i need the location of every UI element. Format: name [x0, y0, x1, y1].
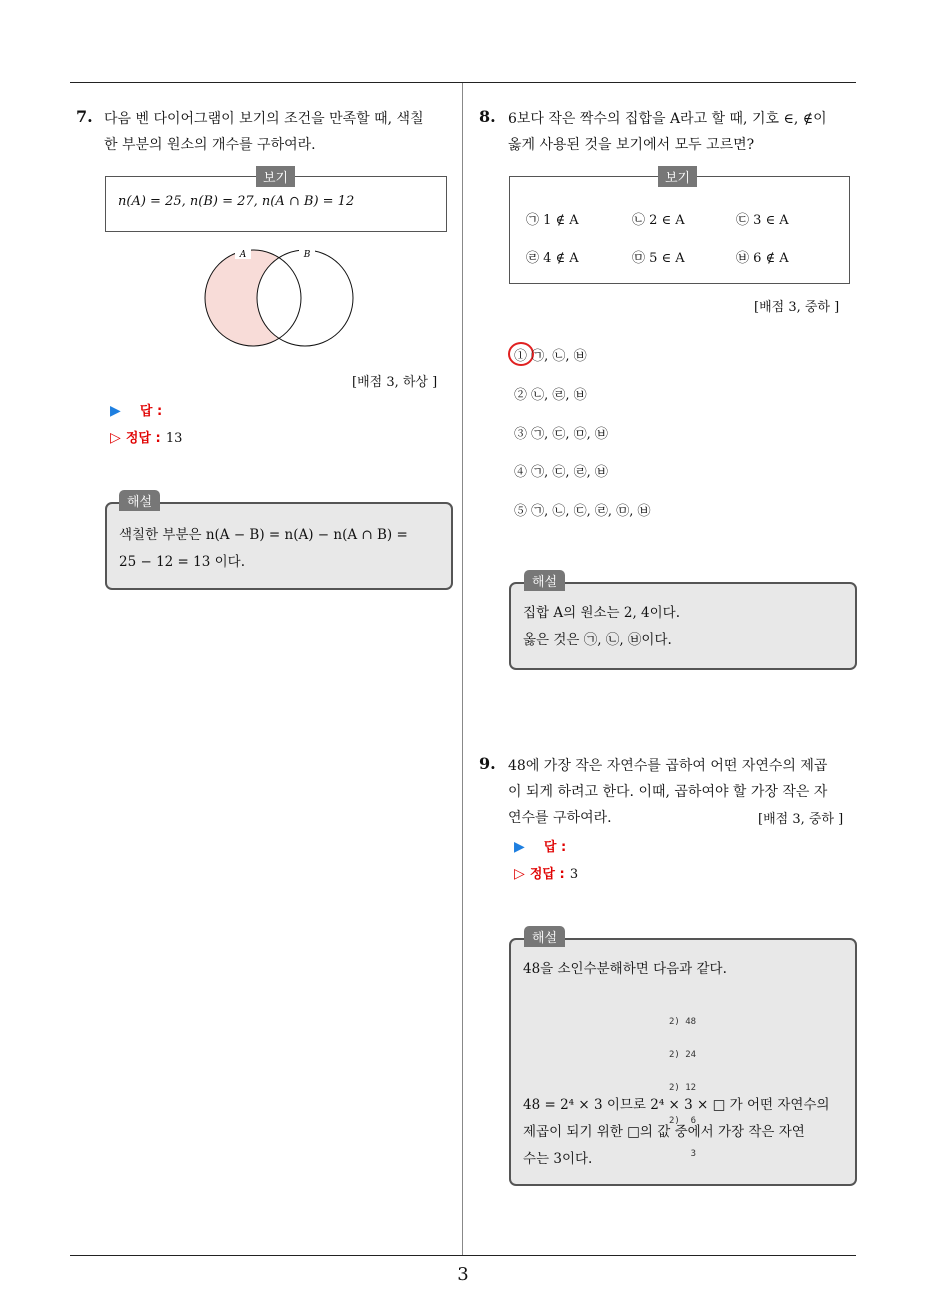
q8-text-line2: 옳게 사용된 것을 보기에서 모두 고르면? [508, 137, 755, 153]
q8-text [508, 106, 858, 158]
q9-solution-line3: 제곱이 되기 위한 □의 값 중에서 가장 작은 자연 [523, 1124, 805, 1140]
q9-text-line1: 48에 가장 작은 자연수를 곱하여 어떤 자연수의 제곱 [508, 758, 828, 774]
venn-diagram [195, 246, 365, 350]
q9-answer-label: 답 : [543, 840, 567, 855]
page-number: 3 [457, 1264, 469, 1285]
division-row: 2) 24 [669, 1050, 697, 1060]
outline-triangle-icon: ▷ [110, 430, 121, 446]
q8-choice-1[interactable]: ① ㉠, ㉡, ㉥ [514, 349, 587, 364]
q8-bogi-item-4: ㉣ 4 ∉ A [526, 251, 579, 266]
division-row: 2) 48 [669, 1017, 697, 1027]
q8-choice-2[interactable]: ② ㉡, ㉣, ㉥ [514, 388, 587, 403]
q7-solution-tag: 해설 [119, 490, 160, 511]
q8-solution-text [523, 600, 853, 654]
q7-number: 7. [76, 107, 93, 126]
venn-label-a: A [239, 250, 247, 260]
division-row: 3 [669, 1149, 697, 1159]
q8-solution-line1: 집합 A의 원소는 2, 4이다. [523, 605, 681, 621]
q9-correct-label: 정답 : [529, 867, 565, 882]
q7-answer-row [110, 400, 162, 419]
q9-solution-line2: 48 = 2⁴ × 3 이므로 2⁴ × 3 × □ 가 어떤 자연수의 [523, 1097, 830, 1113]
q7-solution-text [119, 522, 449, 576]
q8-choice-5[interactable]: ⑤ ㉠, ㉡, ㉢, ㉣, ㉤, ㉥ [514, 504, 651, 519]
q8-bogi-item-6: ㉥ 6 ∉ A [736, 251, 789, 266]
q7-correct-row [110, 427, 182, 446]
q9-solution-text [523, 1092, 853, 1173]
division-row: 2) 6 [669, 1116, 697, 1126]
q8-bogi-item-2: ㉡ 2 ∈ A [632, 213, 685, 228]
q9-number: 9. [479, 754, 496, 773]
q8-solution-line2: 옳은 것은 ㉠, ㉡, ㉥이다. [523, 632, 672, 648]
column-divider [462, 83, 463, 1255]
q7-correct-value: 13 [165, 431, 183, 446]
q7-bogi-tag: 보기 [256, 166, 295, 187]
q9-text-line2: 이 되게 하려고 한다. 이때, 곱하여야 할 가장 작은 자 [508, 784, 828, 800]
q8-solution-box [509, 582, 857, 670]
q9-solution-box [509, 938, 857, 1186]
blue-triangle-icon: ▶ [514, 839, 525, 855]
q7-solution-box [105, 502, 453, 590]
q8-bogi-tag: 보기 [658, 166, 697, 187]
venn-label-b: B [303, 250, 311, 260]
q8-number: 8. [479, 107, 496, 126]
q8-text-line1: 6보다 작은 짝수의 집합을 A라고 할 때, 기호 ∈, ∉이 [508, 111, 827, 127]
q8-bogi-box [509, 176, 850, 284]
blue-triangle-icon: ▶ [110, 403, 121, 419]
q7-score: [배점 3, 하상 ] [352, 375, 438, 390]
q8-choice-3[interactable]: ③ ㉠, ㉢, ㉤, ㉥ [514, 427, 608, 442]
q9-text-line3: 연수를 구하여라. [508, 810, 612, 826]
q7-bogi-text: n(A) = 25, n(B) = 27, n(A ∩ B) = 12 [118, 194, 355, 209]
q9-solution-tag: 해설 [524, 926, 565, 947]
q8-solution-tag: 해설 [524, 570, 565, 591]
q7-text-line2: 한 부분의 원소의 개수를 구하여라. [104, 137, 316, 153]
q7-correct-label: 정답 : [125, 431, 161, 446]
q9-correct-value: 3 [569, 867, 579, 882]
q8-bogi-item-1: ㉠ 1 ∉ A [526, 213, 579, 228]
outline-triangle-icon: ▷ [514, 866, 525, 882]
q9-score: [배점 3, 중하 ] [758, 812, 844, 827]
q7-solution-line1: 색칠한 부분은 n(A − B) = n(A) − n(A ∩ B) = [119, 527, 408, 543]
q9-correct-row [514, 863, 578, 882]
q9-answer-row [514, 836, 566, 855]
q9-solution-line4: 수는 3이다. [523, 1151, 593, 1167]
q8-score: [배점 3, 중하 ] [754, 300, 840, 315]
q7-text-line1: 다음 벤 다이어그램이 보기의 조건을 만족할 때, 색칠 [104, 111, 424, 127]
bottom-rule [70, 1255, 856, 1256]
q7-answer-label: 답 : [139, 404, 163, 419]
q7-text [104, 106, 456, 158]
q7-solution-line2: 25 − 12 = 13 이다. [119, 554, 245, 570]
q9-solution-line1: 48을 소인수분해하면 다음과 같다. [523, 961, 727, 977]
top-rule [70, 82, 856, 83]
division-row: 2) 12 [669, 1083, 697, 1093]
q8-bogi-item-3: ㉢ 3 ∈ A [736, 213, 789, 228]
q8-bogi-item-5: ㉤ 5 ∈ A [632, 251, 685, 266]
q8-choice-4[interactable]: ④ ㉠, ㉢, ㉣, ㉥ [514, 465, 608, 480]
